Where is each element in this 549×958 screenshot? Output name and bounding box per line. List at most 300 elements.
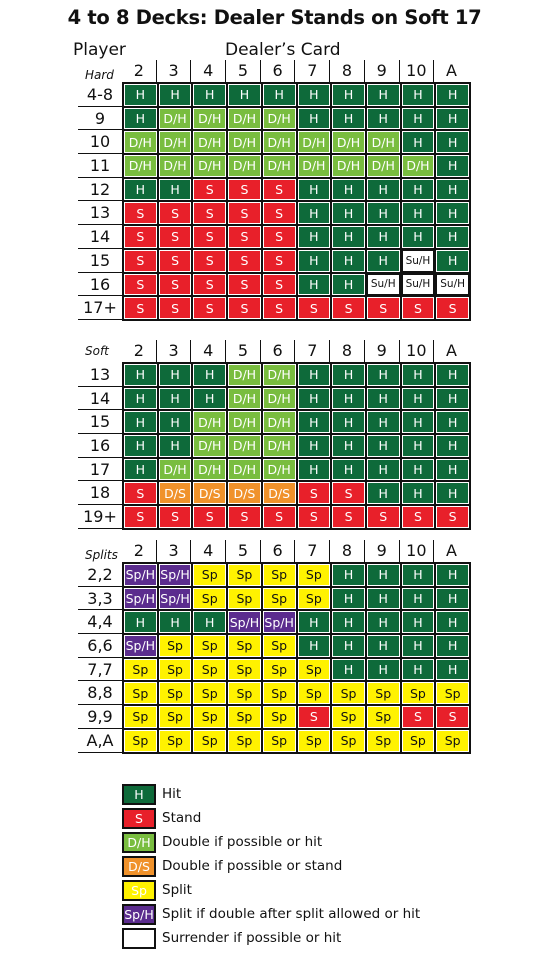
action-cell: H [436, 108, 469, 130]
action-cell: S [124, 482, 157, 504]
action-cell: H [367, 388, 400, 410]
action-cell: H [193, 84, 226, 106]
action-cell: H [436, 155, 469, 177]
action-cell: Sp [159, 730, 192, 752]
action-cell: Sp [193, 682, 226, 704]
action-cell: D/H [228, 364, 261, 386]
dealer-card-label: 5 [226, 540, 261, 562]
legend-item [122, 830, 420, 854]
action-cell: Sp/H [159, 564, 192, 586]
action-cell: S [228, 297, 261, 319]
page-title: 4 to 8 Decks: Dealer Stands on Soft 17 [67, 6, 482, 29]
action-cell: H [159, 179, 192, 201]
action-cell: D/H [193, 155, 226, 177]
action-cell: H [402, 482, 435, 504]
action-cell: H [402, 588, 435, 610]
action-cell: Sp/H [124, 588, 157, 610]
action-cell: H [402, 179, 435, 201]
legend-swatch: Sp/H [122, 904, 156, 925]
action-cell: Sp [298, 730, 331, 752]
legend-item [122, 878, 420, 902]
action-cell: Sp [228, 659, 261, 681]
action-cell: Sp [298, 564, 331, 586]
action-cell: S [159, 250, 192, 272]
player-hand-label: 8,8 [78, 681, 122, 705]
action-cell: H [298, 179, 331, 201]
action-cell: D/H [367, 131, 400, 153]
dealer-card-label: 10 [400, 540, 435, 562]
action-cell: S [124, 250, 157, 272]
action-cell: D/H [193, 108, 226, 130]
action-cell: S [124, 274, 157, 296]
legend-text: Double if possible or stand [162, 858, 343, 874]
action-cell: H [298, 364, 331, 386]
action-cell: Sp/H [263, 611, 296, 633]
action-cell: S [263, 274, 296, 296]
strategy-grid-splits [122, 562, 471, 754]
action-cell: D/H [193, 459, 226, 481]
action-cell: H [298, 435, 331, 457]
section-label-splits: Splits [85, 548, 118, 562]
action-cell: H [402, 435, 435, 457]
action-cell: D/H [124, 131, 157, 153]
player-hand-label: 9 [78, 107, 122, 131]
action-cell: H [332, 611, 365, 633]
action-cell: Sp [228, 706, 261, 728]
action-cell: S [159, 202, 192, 224]
action-cell: D/H [228, 155, 261, 177]
player-hand-label: 16 [78, 273, 122, 297]
action-cell: S [159, 274, 192, 296]
action-cell: D/S [228, 482, 261, 504]
action-cell: H [436, 435, 469, 457]
dealer-card-label: 8 [330, 540, 365, 562]
action-cell: Sp/H [228, 611, 261, 633]
dealer-card-label: A [446, 541, 457, 560]
dealer-card-label: 8 [330, 60, 365, 82]
action-cell: H [436, 411, 469, 433]
action-cell: S [402, 706, 435, 728]
action-cell: S [263, 250, 296, 272]
action-cell: H [332, 635, 365, 657]
action-cell: S [298, 706, 331, 728]
action-cell: Sp [263, 682, 296, 704]
action-cell: D/H [263, 108, 296, 130]
action-cell: H [402, 564, 435, 586]
action-cell: Sp [263, 730, 296, 752]
action-cell: Sp [332, 682, 365, 704]
action-cell: Sp [124, 659, 157, 681]
legend-item [122, 926, 420, 950]
action-cell: D/H [193, 435, 226, 457]
action-cell: Sp [436, 730, 469, 752]
action-cell: S [193, 274, 226, 296]
action-cell: H [367, 482, 400, 504]
action-cell: H [436, 564, 469, 586]
action-cell: H [367, 364, 400, 386]
action-cell: H [298, 459, 331, 481]
player-hand-label: 7,7 [78, 658, 122, 682]
action-cell: H [436, 482, 469, 504]
action-cell: S [228, 226, 261, 248]
action-cell: S [332, 297, 365, 319]
action-cell: H [124, 435, 157, 457]
dealer-card-label: 4 [191, 340, 226, 362]
action-cell: S [332, 482, 365, 504]
action-cell: D/H [193, 131, 226, 153]
legend-swatch: Sp [122, 880, 156, 901]
action-cell: H [263, 84, 296, 106]
action-cell: D/H [263, 435, 296, 457]
action-cell: D/H [263, 131, 296, 153]
dealer-card-label: 4 [191, 60, 226, 82]
action-cell: H [402, 226, 435, 248]
action-cell: H [402, 84, 435, 106]
action-cell: D/H [332, 155, 365, 177]
action-cell: D/H [263, 411, 296, 433]
action-cell: Sp [193, 588, 226, 610]
action-cell: D/H [193, 411, 226, 433]
legend-swatch: D/H [122, 832, 156, 853]
action-cell: S [263, 506, 296, 528]
section-label-hard: Hard [85, 68, 114, 82]
player-hand-label: 13 [78, 363, 122, 387]
dealer-card-label: 8 [330, 340, 365, 362]
player-hand-label: 15 [78, 410, 122, 434]
dealer-card-label: 7 [295, 540, 330, 562]
action-cell: Sp [367, 730, 400, 752]
action-cell: H [124, 108, 157, 130]
action-cell: S [263, 297, 296, 319]
action-cell: D/H [263, 364, 296, 386]
action-cell: D/H [263, 459, 296, 481]
dealer-card-label: 5 [226, 60, 261, 82]
action-cell: Sp/H [159, 588, 192, 610]
action-cell: H [332, 388, 365, 410]
player-hand-label: 4,4 [78, 610, 122, 634]
action-cell: H [402, 202, 435, 224]
action-cell: H [367, 635, 400, 657]
action-cell: H [332, 659, 365, 681]
action-cell: H [332, 250, 365, 272]
legend [122, 782, 420, 950]
action-cell: H [298, 635, 331, 657]
action-cell: H [124, 84, 157, 106]
player-hand-label: 13 [78, 201, 122, 225]
action-cell: H [159, 388, 192, 410]
action-cell: H [298, 108, 331, 130]
dealer-card-label: 5 [226, 340, 261, 362]
action-cell: S [263, 179, 296, 201]
action-cell: H [298, 611, 331, 633]
action-cell: H [436, 459, 469, 481]
dealer-card-label: A [446, 61, 457, 80]
action-cell: H [332, 588, 365, 610]
dealer-card-label: 2 [122, 540, 157, 562]
dealer-card-label: 6 [261, 540, 296, 562]
player-hand-labels [78, 83, 122, 320]
dealer-card-label: 6 [261, 60, 296, 82]
action-cell: D/H [228, 131, 261, 153]
action-cell: Sp [159, 659, 192, 681]
action-cell: H [436, 131, 469, 153]
action-cell: H [298, 202, 331, 224]
dealer-card-label: 9 [365, 340, 400, 362]
action-cell: Sp [263, 564, 296, 586]
action-cell: H [367, 226, 400, 248]
action-cell: D/H [228, 108, 261, 130]
action-cell: H [332, 274, 365, 296]
action-cell: Sp [436, 682, 469, 704]
player-axis-label: Player [73, 40, 126, 60]
action-cell: S [367, 297, 400, 319]
action-cell: Sp [228, 682, 261, 704]
action-cell: H [436, 659, 469, 681]
action-cell: H [402, 659, 435, 681]
action-cell: Sp [298, 588, 331, 610]
dealer-axis-label: Dealer’s Card [225, 40, 341, 60]
action-cell: H [367, 659, 400, 681]
action-cell: S [193, 250, 226, 272]
action-cell: H [367, 179, 400, 201]
action-cell: H [124, 459, 157, 481]
action-cell: H [436, 388, 469, 410]
action-cell: H [367, 564, 400, 586]
legend-item [122, 806, 420, 830]
action-cell: S [402, 297, 435, 319]
player-hand-label: 10 [78, 130, 122, 154]
dealer-card-label: 10 [400, 60, 435, 82]
dealer-card-label: 3 [157, 540, 192, 562]
action-cell: H [402, 108, 435, 130]
action-cell: H [367, 611, 400, 633]
player-hand-label: 19+ [78, 505, 122, 529]
dealer-card-label: 9 [365, 60, 400, 82]
legend-swatch: D/S [122, 856, 156, 877]
action-cell: S [228, 179, 261, 201]
action-cell: Sp [193, 706, 226, 728]
action-cell: H [367, 84, 400, 106]
action-cell: H [436, 226, 469, 248]
action-cell: D/S [263, 482, 296, 504]
action-cell: H [298, 388, 331, 410]
player-hand-label: 4-8 [78, 83, 122, 107]
legend-text: Surrender if possible or hit [162, 930, 342, 946]
action-cell: D/H [367, 155, 400, 177]
action-cell: S [436, 506, 469, 528]
action-cell: H [402, 635, 435, 657]
action-cell: D/H [298, 155, 331, 177]
action-cell: H [298, 274, 331, 296]
action-cell: D/H [263, 155, 296, 177]
action-cell: Sp [332, 730, 365, 752]
action-cell: Su/H [402, 274, 435, 296]
legend-text: Double if possible or hit [162, 834, 323, 850]
action-cell: Sp [193, 659, 226, 681]
action-cell: Sp/H [124, 564, 157, 586]
action-cell: D/H [159, 155, 192, 177]
action-cell: Sp [124, 706, 157, 728]
action-cell: S [367, 506, 400, 528]
action-cell: S [263, 202, 296, 224]
action-cell: Sp [124, 682, 157, 704]
player-hand-label: 11 [78, 154, 122, 178]
action-cell: H [367, 459, 400, 481]
player-hand-label: 3,3 [78, 587, 122, 611]
action-cell: S [228, 274, 261, 296]
action-cell: S [193, 506, 226, 528]
action-cell: Sp [193, 635, 226, 657]
action-cell: H [159, 411, 192, 433]
player-hand-label: 2,2 [78, 563, 122, 587]
action-cell: D/H [332, 131, 365, 153]
legend-text: Stand [162, 810, 202, 826]
legend-text: Split [162, 882, 192, 898]
action-cell: S [298, 297, 331, 319]
dealer-card-label: 10 [400, 340, 435, 362]
action-cell: Sp [159, 682, 192, 704]
action-cell: H [193, 611, 226, 633]
strategy-grid-hard [122, 82, 471, 321]
legend-swatch: S [122, 808, 156, 829]
action-cell: H [367, 108, 400, 130]
action-cell: S [159, 506, 192, 528]
action-cell: H [402, 459, 435, 481]
action-cell: Sp [298, 659, 331, 681]
action-cell: S [332, 506, 365, 528]
action-cell: H [332, 435, 365, 457]
dealer-card-label: 2 [122, 340, 157, 362]
player-hand-label: 18 [78, 481, 122, 505]
action-cell: H [436, 635, 469, 657]
action-cell: H [124, 611, 157, 633]
action-cell: D/H [159, 459, 192, 481]
action-cell: Su/H [402, 250, 435, 272]
action-cell: H [367, 202, 400, 224]
action-cell: S [228, 250, 261, 272]
legend-item [122, 902, 420, 926]
action-cell: H [332, 108, 365, 130]
action-cell: D/H [228, 388, 261, 410]
action-cell: S [159, 297, 192, 319]
strategy-grid-soft [122, 362, 471, 530]
player-hand-label: 17+ [78, 296, 122, 320]
action-cell: S [263, 226, 296, 248]
action-cell: H [159, 84, 192, 106]
action-cell: H [332, 364, 365, 386]
player-hand-label: 17 [78, 458, 122, 482]
action-cell: S [298, 506, 331, 528]
action-cell: Sp [228, 588, 261, 610]
player-hand-label: A,A [78, 729, 122, 753]
legend-text: Split if double after split allowed or hit [162, 906, 421, 922]
action-cell: H [124, 388, 157, 410]
player-hand-label: 6,6 [78, 634, 122, 658]
action-cell: D/H [298, 131, 331, 153]
action-cell: H [193, 364, 226, 386]
action-cell: H [402, 131, 435, 153]
dealer-card-label: 7 [295, 60, 330, 82]
action-cell: Sp [228, 564, 261, 586]
action-cell: D/S [193, 482, 226, 504]
section-label-soft: Soft [85, 344, 109, 358]
dealer-card-label: 6 [261, 340, 296, 362]
action-cell: H [436, 84, 469, 106]
dealer-card-header [122, 540, 469, 562]
action-cell: H [193, 388, 226, 410]
action-cell: S [436, 297, 469, 319]
action-cell: S [298, 482, 331, 504]
action-cell: H [332, 459, 365, 481]
action-cell: H [228, 84, 261, 106]
dealer-card-label: 2 [122, 60, 157, 82]
action-cell: S [124, 297, 157, 319]
action-cell: Sp [159, 635, 192, 657]
action-cell: S [402, 506, 435, 528]
action-cell: S [193, 297, 226, 319]
action-cell: Sp [332, 706, 365, 728]
action-cell: Sp [367, 682, 400, 704]
action-cell: H [332, 84, 365, 106]
action-cell: D/H [228, 459, 261, 481]
action-cell: Sp [402, 730, 435, 752]
action-cell: H [402, 611, 435, 633]
action-cell: H [436, 202, 469, 224]
action-cell: D/H [159, 131, 192, 153]
action-cell: H [298, 411, 331, 433]
legend-item [122, 854, 420, 878]
action-cell: H [332, 411, 365, 433]
player-hand-label: 16 [78, 434, 122, 458]
dealer-card-label: 9 [365, 540, 400, 562]
legend-item [122, 782, 420, 806]
action-cell: D/S [159, 482, 192, 504]
action-cell: H [298, 84, 331, 106]
player-hand-label: 15 [78, 249, 122, 273]
action-cell: Sp [228, 730, 261, 752]
dealer-card-label: A [446, 341, 457, 360]
action-cell: S [228, 506, 261, 528]
action-cell: H [159, 611, 192, 633]
legend-text: Hit [162, 786, 182, 802]
action-cell: D/H [228, 411, 261, 433]
action-cell: D/H [263, 388, 296, 410]
action-cell: Sp [263, 706, 296, 728]
action-cell: H [436, 364, 469, 386]
action-cell: S [228, 202, 261, 224]
action-cell: Sp [193, 730, 226, 752]
action-cell: H [436, 250, 469, 272]
action-cell: D/H [402, 155, 435, 177]
action-cell: H [402, 388, 435, 410]
action-cell: Sp [263, 588, 296, 610]
action-cell: H [367, 250, 400, 272]
action-cell: H [332, 202, 365, 224]
dealer-card-header [122, 340, 469, 362]
action-cell: H [367, 588, 400, 610]
player-hand-label: 14 [78, 387, 122, 411]
player-hand-labels [78, 563, 122, 753]
action-cell: Sp/H [124, 635, 157, 657]
action-cell: H [124, 364, 157, 386]
action-cell: H [124, 411, 157, 433]
action-cell: H [436, 179, 469, 201]
action-cell: S [124, 506, 157, 528]
action-cell: S [193, 179, 226, 201]
dealer-card-header [122, 60, 469, 82]
action-cell: H [367, 435, 400, 457]
action-cell: D/H [159, 108, 192, 130]
